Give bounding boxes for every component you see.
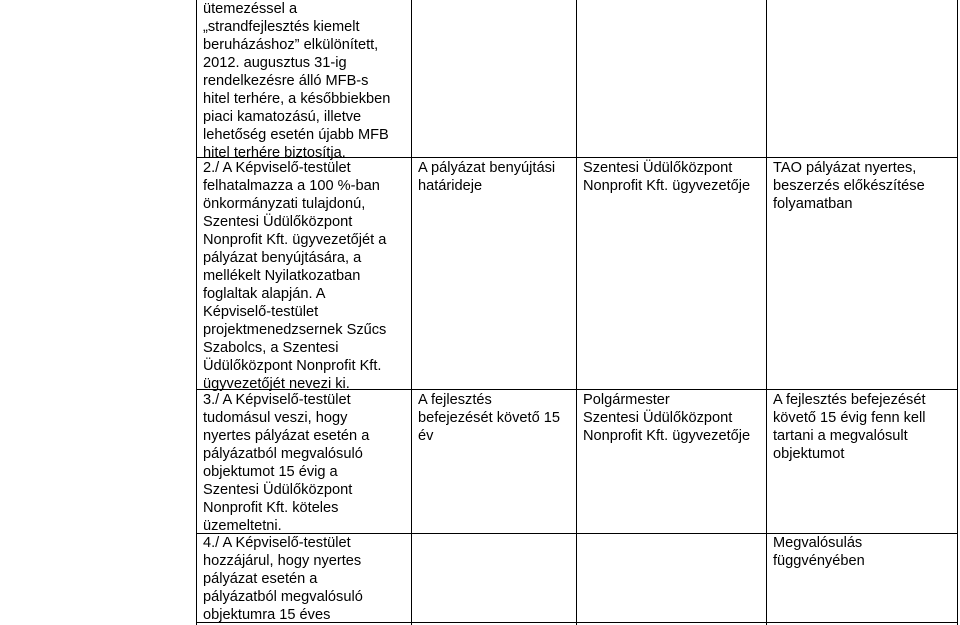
text-line: követő 15 évig fenn kell (773, 410, 926, 426)
text-line: rendelkezésre álló MFB-s (203, 73, 369, 89)
text-line: 2012. augusztus 31-ig (203, 55, 347, 71)
resolution-text-point3 (203, 391, 369, 535)
text-line: projektmenedzsernek Szűcs (203, 322, 387, 338)
text-line: hozzájárul, hogy nyertes (203, 553, 362, 569)
text-line: Szentesi Üdülőközpont (203, 214, 353, 230)
text-line: pályázat benyújtására, a (203, 250, 362, 266)
text-line: ügyvezetőjét nevezi ki. (203, 376, 350, 392)
text-line: foglaltak alapján. A (203, 286, 326, 302)
text-line: „strandfejlesztés kiemelt (203, 19, 360, 35)
text-line: pályázatból megvalósuló (203, 589, 363, 605)
text-line: Szentesi Üdülőközpont (583, 410, 733, 426)
resolution-text-row1 (203, 0, 390, 162)
text-line: Szentesi Üdülőközpont (583, 160, 733, 176)
status-cell-row4 (773, 534, 865, 570)
text-line: Megvalósulás (773, 535, 863, 551)
text-line: év (418, 428, 434, 444)
status-cell-row3 (773, 391, 926, 463)
table-border-right (957, 0, 958, 625)
text-line: folyamatban (773, 196, 853, 212)
text-line: Üdülőközpont Nonprofit Kft. (203, 358, 382, 374)
deadline-cell-row2 (418, 159, 555, 195)
text-line: Nonprofit Kft. köteles (203, 500, 339, 516)
table-border-col3 (576, 0, 577, 625)
text-line: Nonprofit Kft. ügyvezetője (583, 428, 751, 444)
text-line: beruházáshoz” elkülönített, (203, 37, 379, 53)
text-line: lehetőség esetén újabb MFB (203, 127, 389, 143)
text-line: 4./ A Képviselő-testület (203, 535, 351, 551)
text-line: objektumra 15 éves (203, 607, 331, 623)
text-line: Nonprofit Kft. ügyvezetője (583, 178, 751, 194)
text-line: 2./ A Képviselő-testület (203, 160, 351, 176)
text-line: mellékelt Nyilatkozatban (203, 268, 361, 284)
text-line: üzemeltetni. (203, 518, 282, 534)
deadline-cell-row3 (418, 391, 560, 445)
text-line: önkormányzati tulajdonú, (203, 196, 366, 212)
text-line: objektumot (773, 446, 845, 462)
text-line: Szentesi Üdülőközpont (203, 482, 353, 498)
resolution-text-point4 (203, 534, 363, 624)
text-line: piaci kamatozású, illetve (203, 109, 362, 125)
text-line: függvényében (773, 553, 865, 569)
text-line: hitel terhére, a későbbiekben (203, 91, 391, 107)
responsible-cell-row3 (583, 391, 750, 445)
text-line: ütemezéssel a (203, 1, 298, 17)
table-border-col2 (411, 0, 412, 625)
text-line: A pályázat benyújtási (418, 160, 556, 176)
status-cell-row2 (773, 159, 925, 213)
text-line: Nonprofit Kft. ügyvezetőjét a (203, 232, 387, 248)
text-line: objektumot 15 évig a (203, 464, 338, 480)
text-line: tudomásul veszi, hogy (203, 410, 348, 426)
text-line: nyertes pályázat esetén a (203, 428, 370, 444)
text-line: pályázat esetén a (203, 571, 318, 587)
text-line: felhatalmazza a 100 %-ban (203, 178, 380, 194)
responsible-cell-row2 (583, 159, 750, 195)
text-line: befejezését követő 15 (418, 410, 560, 426)
table-border-left (196, 0, 197, 625)
resolution-text-point2 (203, 159, 386, 393)
text-line: TAO pályázat nyertes, (773, 160, 917, 176)
text-line: A fejlesztés befejezését (773, 392, 926, 408)
text-line: pályázatból megvalósuló (203, 446, 363, 462)
text-line: 3./ A Képviselő-testület (203, 392, 351, 408)
text-line: hitel terhére biztosítja. (203, 145, 346, 161)
text-line: Szabolcs, a Szentesi (203, 340, 339, 356)
text-line: beszerzés előkészítése (773, 178, 925, 194)
text-line: Polgármester (583, 392, 670, 408)
text-line: Képviselő-testület (203, 304, 319, 320)
text-line: tartani a megvalósult (773, 428, 908, 444)
text-line: határideje (418, 178, 483, 194)
table-border-col4 (766, 0, 767, 625)
text-line: A fejlesztés (418, 392, 492, 408)
